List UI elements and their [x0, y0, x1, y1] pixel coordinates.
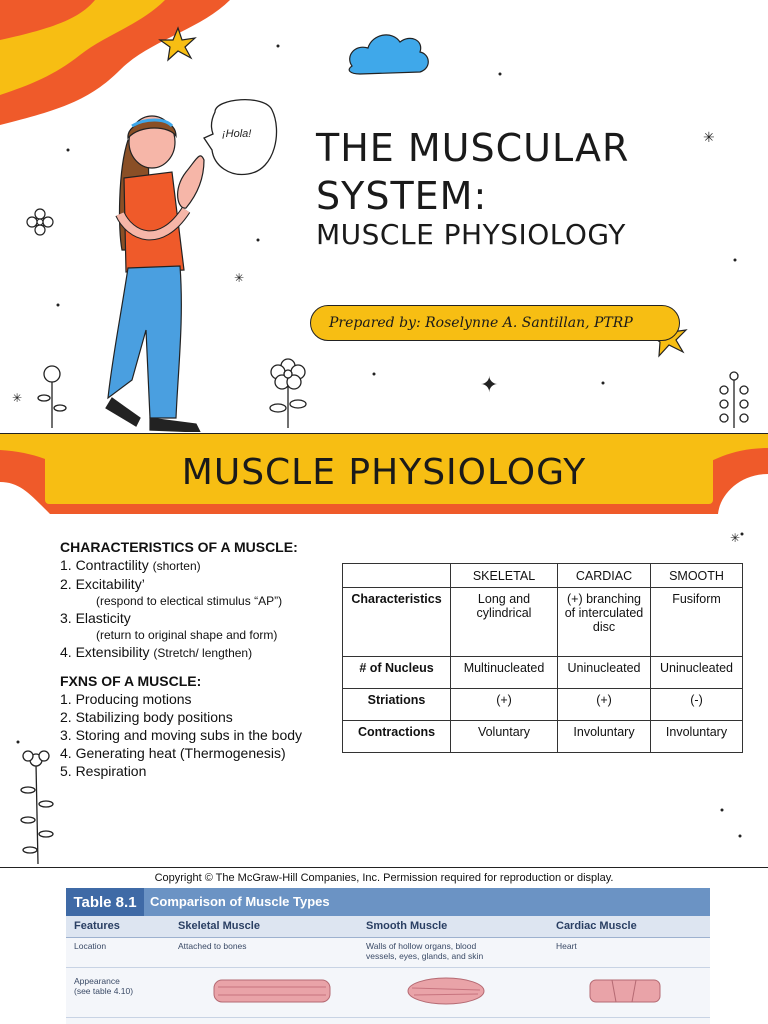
- table-cell: Involuntary: [651, 721, 743, 753]
- plant-icon: [21, 751, 53, 864]
- comparison-table-figure: [66, 888, 710, 1024]
- row-header: Contractions: [343, 721, 451, 753]
- svg-text:✳: ✳: [234, 271, 245, 285]
- table-cell: Heart: [556, 941, 577, 951]
- table-column-headers: [66, 916, 710, 938]
- function-item: 1. Producing motions: [60, 691, 192, 707]
- smooth-muscle-image: [406, 976, 486, 1006]
- prepared-by-badge: [310, 305, 680, 341]
- row-header: # of Nucleus: [343, 657, 451, 689]
- characteristic-note: (return to original shape and form): [96, 628, 278, 642]
- column-header-cardiac: Cardiac Muscle: [556, 920, 637, 932]
- table-row: [66, 968, 710, 1018]
- characteristic-item: 4. Extensibility (Stretch/ lengthen): [60, 644, 253, 660]
- muscle-notes: [60, 538, 340, 780]
- table-cell: (-): [651, 689, 743, 721]
- physiology-slide: [0, 433, 768, 866]
- characteristic-item: 1. Contractility (shorten): [60, 557, 201, 573]
- row-label: Location: [74, 941, 107, 951]
- table-cell: Multinucleated: [451, 657, 558, 689]
- table-cell: Involuntary: [558, 721, 651, 753]
- table-row: [66, 938, 710, 968]
- speech-bubble-text: ¡Hola!: [222, 128, 252, 140]
- table-cell: (+): [558, 689, 651, 721]
- table-row: [343, 657, 743, 689]
- column-header-smooth: SMOOTH: [651, 564, 743, 588]
- svg-text:✦: ✦: [480, 373, 499, 398]
- table-cell: Attached to bones: [178, 941, 247, 951]
- characteristic-note: (respond to electical stimulus “AP”): [96, 594, 283, 608]
- table-cell: (+): [451, 689, 558, 721]
- table-number: Table 8.1: [66, 888, 144, 916]
- column-header-features: Features: [74, 920, 120, 932]
- slide-title-line1: THE MUSCULAR: [316, 126, 630, 170]
- table-caption: Comparison of Muscle Types: [150, 894, 330, 909]
- row-label: Appearance (see table 4.10): [74, 976, 134, 996]
- row-header: Striations: [343, 689, 451, 721]
- cardiac-muscle-image: [588, 976, 662, 1006]
- table-row: [343, 588, 743, 657]
- title-slide: [0, 0, 768, 432]
- cloud-icon: [349, 35, 428, 74]
- table-cell: Fusiform: [651, 588, 743, 657]
- column-header-cardiac: CARDIAC: [558, 564, 651, 588]
- column-header-smooth: Smooth Muscle: [366, 920, 448, 932]
- slide-title: MUSCLE PHYSIOLOGY: [181, 452, 587, 493]
- function-item: 3. Storing and moving subs in the body: [60, 727, 303, 743]
- table-row: [343, 721, 743, 753]
- table-cell: Voluntary: [451, 721, 558, 753]
- table-header-row: [343, 564, 743, 588]
- functions-heading: FXNS OF A MUSCLE:: [60, 673, 202, 689]
- table-row: [343, 689, 743, 721]
- table-cell: (+) branching of interculated disc: [558, 588, 651, 657]
- plant-icon: [38, 366, 66, 428]
- girl-illustration: [106, 116, 204, 432]
- muscle-comparison-table: [342, 563, 743, 753]
- plant-icon: [720, 372, 748, 428]
- table-cell: Uninucleated: [651, 657, 743, 689]
- function-item: 5. Respiration: [60, 763, 147, 779]
- table-cell: Walls of hollow organs, blood vessels, eyes, glands, and skin: [366, 941, 484, 961]
- table-cell: Long and cylindrical: [451, 588, 558, 657]
- characteristic-item: 2. Excitability’: [60, 576, 145, 592]
- table-cell: Uninucleated: [558, 657, 651, 689]
- slide-subtitle: MUSCLE PHYSIOLOGY: [316, 218, 626, 251]
- table-corner-cell: [343, 564, 451, 588]
- function-item: 2. Stabilizing body positions: [60, 709, 233, 725]
- svg-text:✳: ✳: [12, 391, 23, 405]
- plant-icon: [270, 359, 306, 428]
- skeletal-muscle-image: [212, 976, 332, 1006]
- characteristics-heading: CHARACTERISTICS OF A MUSCLE:: [60, 539, 298, 555]
- prepared-by-text: Prepared by: Roselynne A. Santillan, PTRP: [329, 315, 633, 331]
- function-item: 4. Generating heat (Thermogenesis): [60, 745, 286, 761]
- column-header-skeletal: Skeletal Muscle: [178, 920, 260, 932]
- characteristic-item: 3. Elasticity: [60, 610, 131, 626]
- row-header: Characteristics: [343, 588, 451, 657]
- column-header-skeletal: SKELETAL: [451, 564, 558, 588]
- svg-text:✳: ✳: [703, 130, 715, 146]
- flower-icon: [27, 209, 53, 235]
- svg-text:✳: ✳: [730, 531, 741, 545]
- slide-title-line2: SYSTEM:: [316, 174, 488, 218]
- copyright-notice: Copyright © The McGraw-Hill Companies, Inc. Permission required for reproduction or display.: [154, 872, 614, 884]
- textbook-table-slide: [0, 867, 768, 1024]
